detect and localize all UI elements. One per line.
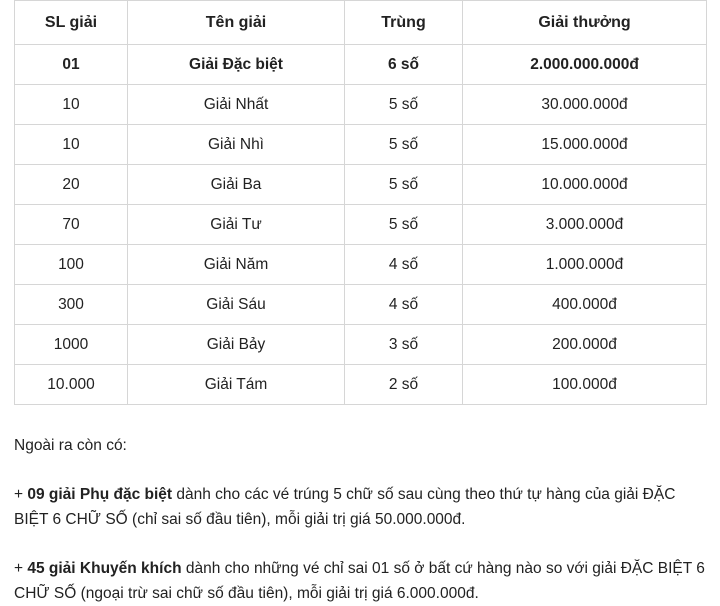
cell-prize: 3.000.000đ [463, 205, 707, 245]
prize-structure-table [14, 0, 707, 405]
cell-name: Giải Năm [128, 245, 345, 285]
note2-bold-label: 45 giải Khuyến khích [27, 560, 182, 577]
cell-match: 5 số [345, 125, 463, 165]
note-special-sub-prize [14, 458, 706, 532]
note1-bold-label: 09 giải Phụ đặc biệt [27, 486, 173, 503]
table-row [15, 365, 707, 405]
column-header-match: Trùng [345, 1, 463, 45]
cell-match: 4 số [345, 285, 463, 325]
notes-intro: Ngoài ra còn có: [14, 437, 127, 454]
cell-prize: 10.000.000đ [463, 165, 707, 205]
cell-match: 6 số [345, 45, 463, 85]
cell-count: 20 [15, 165, 128, 205]
table-row [15, 85, 707, 125]
table-header [15, 1, 707, 45]
cell-match: 3 số [345, 325, 463, 365]
cell-count: 01 [15, 45, 128, 85]
cell-count: 10 [15, 85, 128, 125]
cell-name: Giải Tư [128, 205, 345, 245]
table-body [15, 45, 707, 405]
cell-match: 4 số [345, 245, 463, 285]
table-row [15, 285, 707, 325]
cell-prize: 1.000.000đ [463, 245, 707, 285]
cell-match: 5 số [345, 85, 463, 125]
table-row [15, 245, 707, 285]
cell-name: Giải Nhì [128, 125, 345, 165]
cell-count: 300 [15, 285, 128, 325]
cell-count: 10.000 [15, 365, 128, 405]
table-row [15, 325, 707, 365]
column-header-prize: Giải thưởng [463, 1, 707, 45]
note2-prefix: + [14, 560, 28, 577]
cell-count: 70 [15, 205, 128, 245]
table-row [15, 165, 707, 205]
cell-prize: 100.000đ [463, 365, 707, 405]
table-row [15, 125, 707, 165]
cell-name: Giải Bảy [128, 325, 345, 365]
note-consolation-prize [14, 532, 706, 606]
cell-prize: 200.000đ [463, 325, 707, 365]
cell-match: 2 số [345, 365, 463, 405]
cell-name: Giải Đặc biệt [128, 45, 345, 85]
cell-prize: 30.000.000đ [463, 85, 707, 125]
additional-notes [0, 405, 720, 606]
column-header-count: SL giải [15, 1, 128, 45]
cell-count: 10 [15, 125, 128, 165]
table-header-row [15, 1, 707, 45]
cell-prize: 15.000.000đ [463, 125, 707, 165]
note1-text: dành cho các vé trúng 5 chữ số sau cùng theo thứ tự hàng của giải ĐẶC BIỆT 6 CHỮ SỐ (chỉ sai số đầu tiên), mỗi giải trị giá 50.000.000đ. [14, 486, 676, 528]
note1-prefix: + [14, 486, 28, 503]
cell-prize: 400.000đ [463, 285, 707, 325]
cell-name: Giải Tám [128, 365, 345, 405]
cell-count: 1000 [15, 325, 128, 365]
cell-name: Giải Nhất [128, 85, 345, 125]
cell-match: 5 số [345, 165, 463, 205]
cell-count: 100 [15, 245, 128, 285]
cell-prize: 2.000.000.000đ [463, 45, 707, 85]
cell-name: Giải Ba [128, 165, 345, 205]
cell-name: Giải Sáu [128, 285, 345, 325]
cell-match: 5 số [345, 205, 463, 245]
note2-text: dành cho những vé chỉ sai 01 số ở bất cứ hàng nào so với giải ĐẶC BIỆT 6 CHỮ SỐ (ngoại trừ sai chữ số đầu tiên), mỗi giải trị giá 6.000.000đ. [14, 560, 705, 602]
column-header-name: Tên giải [128, 1, 345, 45]
table-row [15, 45, 707, 85]
table-row [15, 205, 707, 245]
